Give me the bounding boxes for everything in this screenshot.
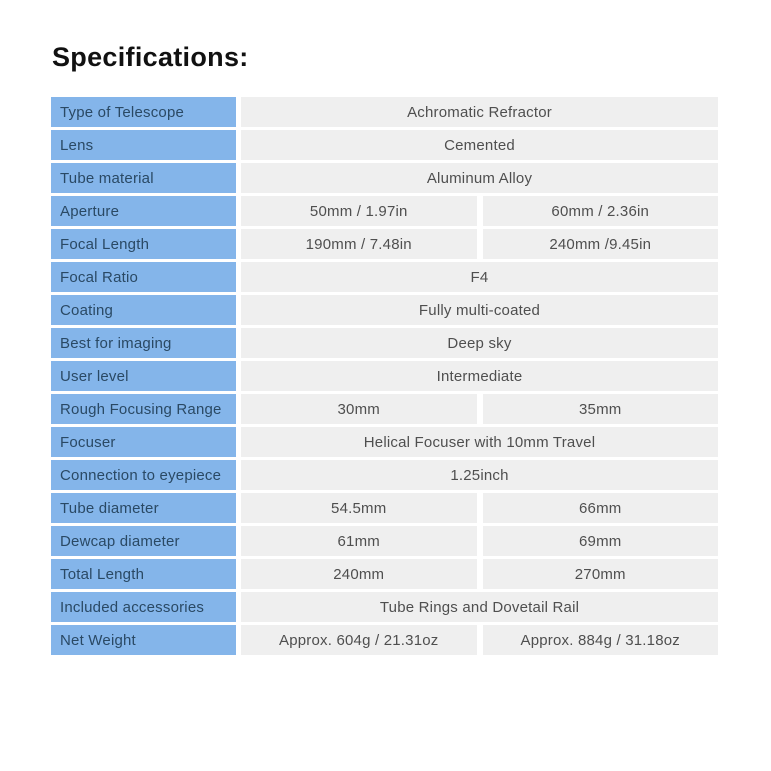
spec-value: Approx. 604g / 21.31oz [241,625,477,655]
spec-value: Aluminum Alloy [241,163,718,193]
spec-value: Helical Focuser with 10mm Travel [241,427,718,457]
spec-value: Intermediate [241,361,718,391]
spec-values [241,196,718,226]
spec-value: 270mm [483,559,719,589]
spec-value: Approx. 884g / 31.18oz [483,625,719,655]
spec-values [241,427,718,457]
spec-value: 35mm [483,394,719,424]
spec-value: 60mm / 2.36in [483,196,719,226]
spec-row [51,625,718,655]
spec-row [51,460,718,490]
spec-values [241,328,718,358]
spec-value: F4 [241,262,718,292]
spec-row [51,229,718,259]
spec-value: 240mm [241,559,477,589]
spec-row [51,196,718,226]
spec-row [51,493,718,523]
spec-values [241,394,718,424]
spec-value: 1.25inch [241,460,718,490]
spec-label: Best for imaging [51,328,236,358]
spec-label: Tube diameter [51,493,236,523]
spec-label: Focal Ratio [51,262,236,292]
spec-values [241,559,718,589]
spec-value: Fully multi-coated [241,295,718,325]
spec-row [51,559,718,589]
spec-value: 61mm [241,526,477,556]
spec-row [51,526,718,556]
spec-values [241,361,718,391]
spec-label: Included accessories [51,592,236,622]
spec-row [51,262,718,292]
spec-label: Focal Length [51,229,236,259]
spec-row [51,97,718,127]
spec-values [241,592,718,622]
spec-value: Tube Rings and Dovetail Rail [241,592,718,622]
spec-table [51,97,718,658]
spec-row [51,394,718,424]
spec-value: 54.5mm [241,493,477,523]
spec-values [241,262,718,292]
spec-label: Rough Focusing Range [51,394,236,424]
spec-value: 69mm [483,526,719,556]
spec-value: 66mm [483,493,719,523]
spec-values [241,97,718,127]
spec-values [241,229,718,259]
spec-values [241,295,718,325]
spec-values [241,493,718,523]
spec-value: Achromatic Refractor [241,97,718,127]
spec-values [241,526,718,556]
spec-values [241,625,718,655]
spec-values [241,130,718,160]
spec-label: Total Length [51,559,236,589]
spec-label: Type of Telescope [51,97,236,127]
spec-label: Coating [51,295,236,325]
spec-row [51,361,718,391]
spec-row [51,427,718,457]
spec-row [51,163,718,193]
spec-row [51,295,718,325]
spec-label: Tube material [51,163,236,193]
spec-label: Lens [51,130,236,160]
spec-row [51,130,718,160]
spec-value: 50mm / 1.97in [241,196,477,226]
spec-value: Cemented [241,130,718,160]
spec-label: Dewcap diameter [51,526,236,556]
spec-value: 240mm /9.45in [483,229,719,259]
spec-label: User level [51,361,236,391]
spec-label: Net Weight [51,625,236,655]
spec-label: Aperture [51,196,236,226]
spec-label: Connection to eyepiece [51,460,236,490]
spec-label: Focuser [51,427,236,457]
spec-value: Deep sky [241,328,718,358]
spec-row [51,328,718,358]
page-title: Specifications: [52,42,249,72]
spec-value: 30mm [241,394,477,424]
spec-values [241,460,718,490]
spec-values [241,163,718,193]
spec-value: 190mm / 7.48in [241,229,477,259]
spec-row [51,592,718,622]
